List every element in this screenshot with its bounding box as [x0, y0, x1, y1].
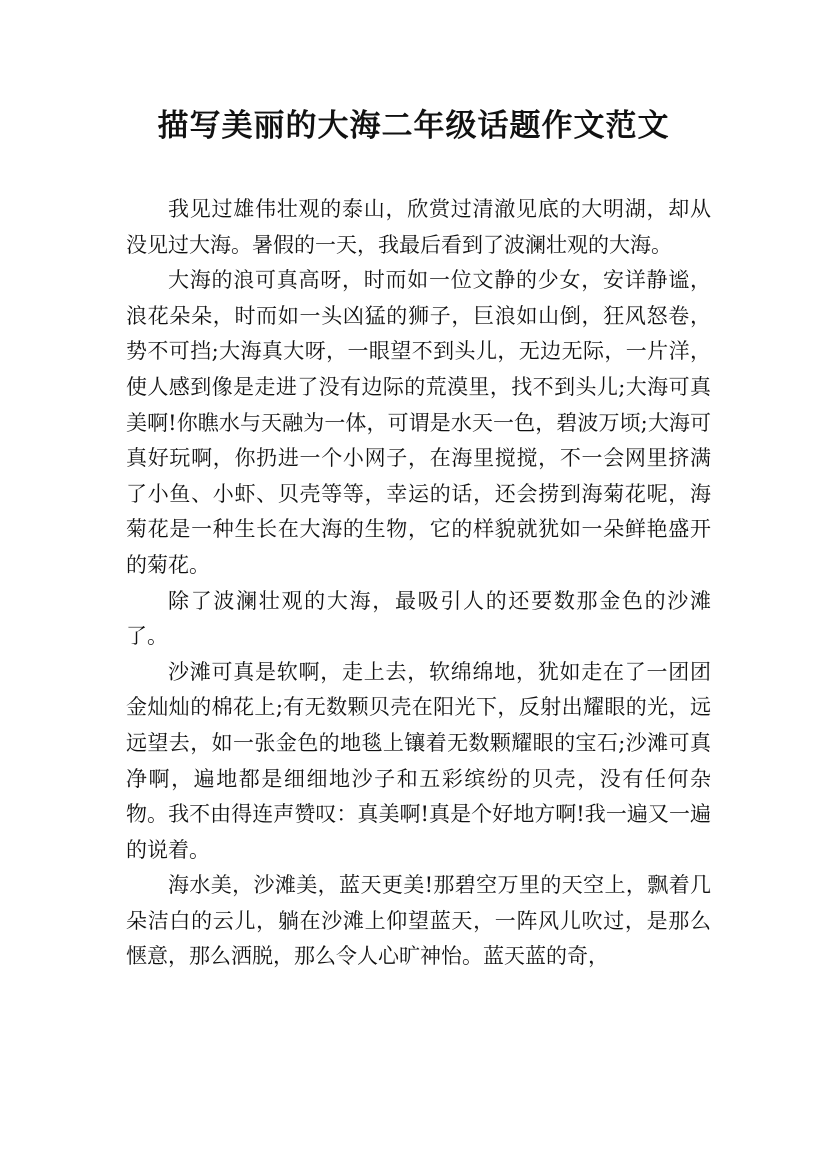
document-body — [126, 192, 711, 975]
paragraph-2: 大海的浪可真高呀，时而如一位文静的少女，安详静谧，浪花朵朵，时而如一头凶猛的狮子，巨浪如山倒，狂风怒卷，势不可挡;大海真大呀，一眼望不到头儿，无边无际，一片洋，使人感到像是走进了没有边际的荒漠里，找不到头儿;大海可真美啊!你瞧水与天融为一体，可谓是水天一色，碧波万顷;大海可真好玩啊，你扔进一个小网子，在海里搅搅，不一会网里挤满了小鱼、小虾、贝壳等等，幸运的话，还会捞到海菊花呢，海菊花是一种生长在大海的生物，它的样貌就犹如一朵鲜艳盛开的菊花。 — [126, 268, 711, 577]
paragraph-1: 我见过雄伟壮观的泰山，欣赏过清澈见底的大明湖，却从没见过大海。暑假的一天，我最后看到了波澜壮观的大海。 — [126, 197, 711, 257]
paragraph-3: 除了波澜壮观的大海，最吸引人的还要数那金色的沙滩了。 — [126, 588, 711, 649]
paragraph-4: 沙滩可真是软啊，走上去，软绵绵地，犹如走在了一团团金灿灿的棉花上;有无数颗贝壳在阳光下，反射出耀眼的光，远远望去，如一张金色的地毯上镶着无数颗耀眼的宝石;沙滩可真净啊，遍地都是细细地沙子和五彩缤纷的贝壳，没有任何杂物。我不由得连声赞叹：真美啊!真是个好地方啊!我一遍又一遍的说着。 — [126, 659, 711, 862]
paragraph-5: 海水美，沙滩美，蓝天更美!那碧空万里的天空上，飘着几朵洁白的云儿，躺在沙滩上仰望蓝天，一阵风儿吹过，是那么惬意，那么洒脱，那么令人心旷神怡。蓝天蓝的奇， — [126, 873, 711, 969]
document-title: 描写美丽的大海二年级话题作文范文 — [157, 108, 670, 144]
